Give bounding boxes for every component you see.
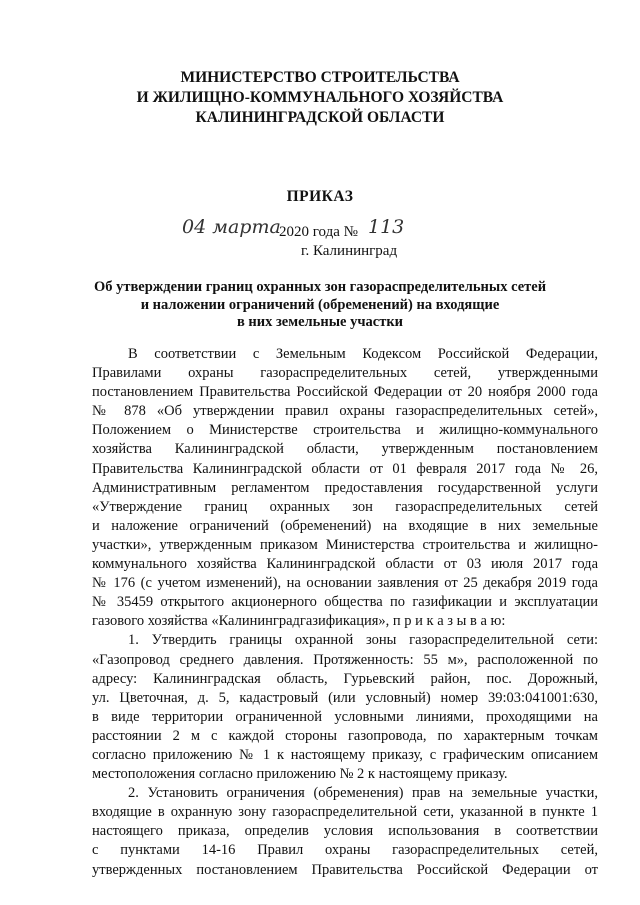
body-line: «Газопровод среднего давления. Протяженность: 55 м», расположенной по (92, 651, 598, 668)
body-line: согласно приложению № 1 к настоящему приказу, с графическим описанием (92, 746, 598, 763)
order-subject (0, 279, 640, 332)
body-line: 2. Установить ограничения (обременения) прав на земельные участки, (128, 785, 598, 802)
body-line: с пунктами 14-16 Правил охраны газораспределительных сетей, (92, 842, 598, 859)
body-line: адресу: Калининградская область, Гурьевский район, пос. Дорожный, (92, 670, 598, 687)
body-line: ул. Цветочная, д. 5, кадастровый (или условный) номер 39:03:041001:630, (92, 689, 598, 706)
ministry-header (0, 68, 640, 128)
body-line: Правительства Калининградской области от 01 февраля 2017 года № 26, (92, 460, 598, 477)
body-line: местоположения согласно приложению № 2 к настоящему приказу. (92, 766, 508, 783)
handwritten-order-number: 113 (368, 216, 405, 238)
order-title: ПРИКАЗ (286, 188, 354, 205)
subject-line: и наложении ограничений (обременений) на входящие (140, 296, 500, 313)
body-line: Правилами охраны газораспределительных сетей, утвержденными (92, 365, 598, 382)
body-line: в виде территории ограниченной условными линиями, проходящими на (92, 708, 598, 725)
subject-line: в них земельные участки (236, 314, 404, 330)
body-line: и наложение ограничений (обременений) на входящие в них земельные (92, 517, 598, 534)
body-line: хозяйства Калининградской области, утвержденным постановлением (92, 441, 598, 458)
body-line: Положением о Министерстве строительства и жилищно-коммунального (92, 422, 598, 439)
order-city: г. Калининград (301, 243, 398, 259)
ministry-line-2: И ЖИЛИЩНО-КОММУНАЛЬНОГО ХОЗЯЙСТВА (136, 89, 504, 106)
body-line: Административным регламентом предоставления государственной услуги (92, 479, 598, 496)
handwritten-date: 04 марта (182, 216, 281, 238)
body-line: входящие в охранную зону газораспределительной сети, указанной в пункте 1 (92, 804, 598, 821)
subject-line: Об утверждении границ охранных зон газораспределительных сетей (93, 279, 547, 295)
body-line: «Утверждение границ охранных зон газораспределительных сетей (92, 498, 598, 515)
body-line: № 176 (с учетом изменений), на основании заявления от 25 декабря 2019 года (92, 575, 598, 592)
order-body-text (92, 345, 598, 880)
body-line: № 35459 открытого акционерного общества по газификации и эксплуатации (92, 594, 598, 611)
body-line: № 878 «Об утверждении правил охраны газораспределительных сетей», (92, 403, 598, 420)
body-line: расстоянии 2 м с каждой стороны газопровода, по характерным точкам (92, 727, 598, 744)
body-line: участки», утвержденным приказом Министерства строительства и жилищно- (92, 536, 598, 553)
body-line: 1. Утвердить границы охранной зоны газораспределительной сети: (128, 632, 598, 649)
body-line: газового хозяйства «Калининградгазификация», п р и к а з ы в а ю: (92, 613, 506, 630)
body-line: постановлением Правительства Российской Федерации от 20 ноября 2000 года (92, 384, 598, 401)
order-date-line: 2020 года № (279, 224, 358, 240)
ministry-line-1: МИНИСТЕРСТВО СТРОИТЕЛЬСТВА (180, 69, 460, 86)
body-line: коммунального хозяйства Калининградской области от 03 июля 2017 года (92, 556, 598, 573)
body-line: настоящего приказа, определив условия использования в соответствии (92, 823, 598, 840)
body-line: утвержденных постановлением Правительства Российской Федерации от (92, 861, 598, 878)
ministry-line-3: КАЛИНИНГРАДСКОЙ ОБЛАСТИ (195, 109, 445, 126)
body-line: В соответствии с Земельным Кодексом Российской Федерации, (128, 346, 598, 362)
